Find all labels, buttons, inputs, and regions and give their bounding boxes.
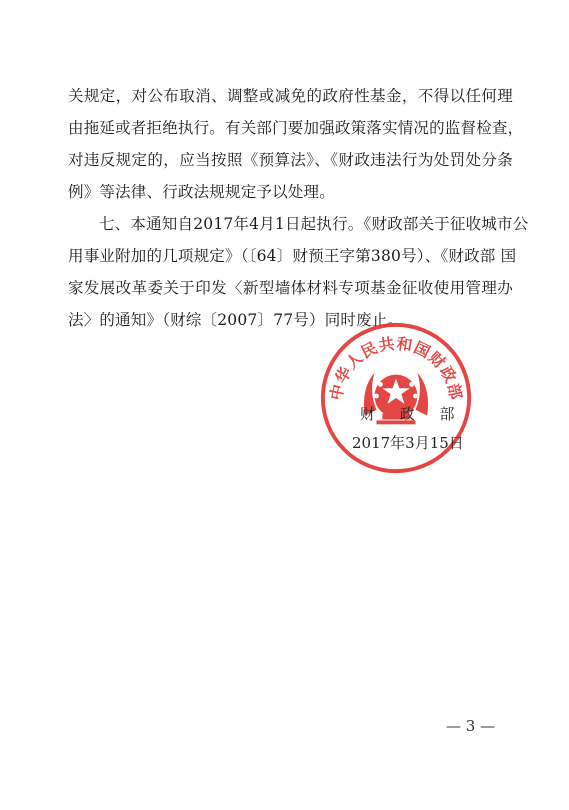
paragraph-2-line-2: 用事业附加的几项规定》（〔64〕财预王字第380号）、《财政部 国 <box>68 247 517 265</box>
issue-date: 2017年3月15日 <box>352 434 464 452</box>
paragraph-2-line-4: 法〉的通知》（财综〔2007〕77号）同时废止。 <box>68 311 404 329</box>
signature-issuer: 财 政 部 <box>360 405 465 423</box>
paragraph-1-line-4: 例》等法律、行政法规规定予以处理。 <box>68 183 335 201</box>
paragraph-2-line-3: 家发展改革委关于印发〈新型墙体材料专项基金征收使用管理办 <box>68 279 513 297</box>
paragraph-1-line-3: 对违反规定的，应当按照《预算法》、《财政违法行为处罚处分条 <box>68 151 513 169</box>
paragraph-1-line-1: 关规定，对公布取消、调整或减免的政府性基金，不得以任何理 <box>68 87 513 105</box>
paragraph-1-line-2: 由拖延或者拒绝执行。有关部门要加强政策落实情况的监督检查， <box>68 119 524 137</box>
page-number: — 3 — <box>446 717 496 735</box>
paragraph-2-line-1: 七、本通知自2017年4月1日起执行。《财政部关于征收城市公 <box>99 215 529 233</box>
seal-text: 中华人民共和国财政部 <box>327 334 465 402</box>
